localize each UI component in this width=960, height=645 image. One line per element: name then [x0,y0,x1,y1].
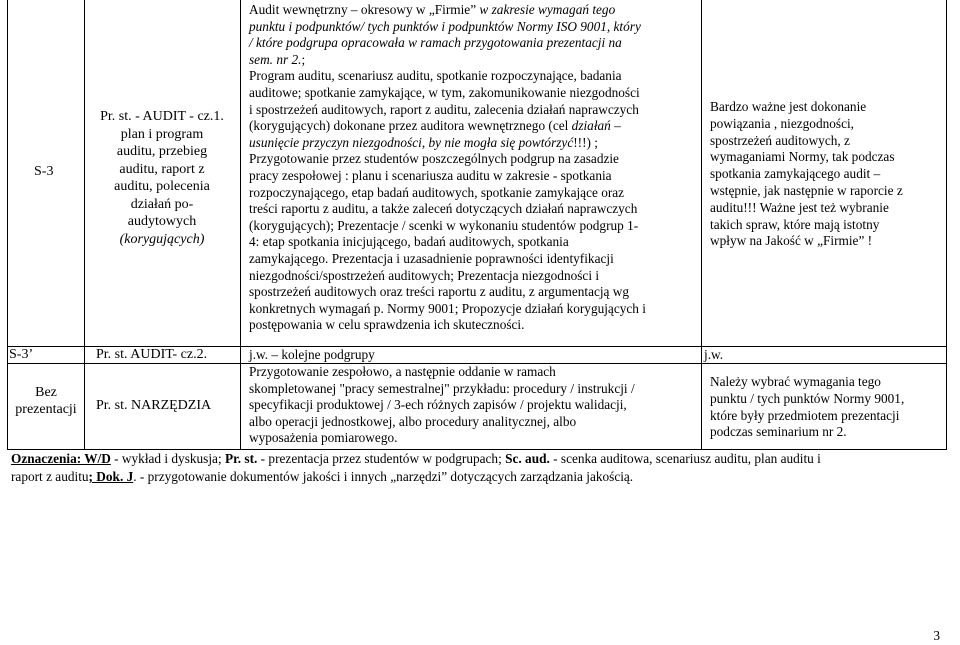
row3-topic: Pr. st. NARZĘDZIA [96,398,212,413]
row2-code: S-3’ [9,347,34,362]
table-divider-1 [84,0,85,450]
row2-topic: Pr. st. AUDIT- cz.2. [96,347,208,362]
row1-topic: Pr. st. - AUDIT - cz.1. plan i program auditu, przebieg auditu, raport z auditu, polecenia działań po- audytowych (korygujących) [100,109,224,247]
table-border-right [946,0,947,450]
legend-bold-3: ; Dok. J [88,469,134,484]
row1-note: Bardzo ważne jest dokonanie powiązania , niezgodności, spostrzeżeń auditowych, z wymaganiami Normy, tak podczas spotkania zamykającego audit – wstępnie, jak następnie w raporcie z auditu!!! Ważne jest też wybranie takich spraw, które mają istotny wpływ na Jakość w „Firmie” ! [710,99,903,249]
table-divider-2 [240,0,241,450]
legend-text-4: raport z auditu [11,469,89,484]
legend-bold-2: Sc. aud. [505,451,550,466]
row3-code: Bez prezentacji [15,385,77,417]
legend-label: Oznaczenia: W/D [11,451,111,466]
legend-text-2: - prezentacja przez studentów w podgrupach; [257,451,506,466]
row1-content: Audit wewnętrzny – okresowy w „Firmie” w zakresie wymagań tego punktu i podpunktów/ tych punktów i podpunktów Normy ISO 9001, który / które podgrupa opracowała w ramach przygotowania prezentacji na sem. nr 2.; Program auditu, scenariusz auditu, spotkanie rozpoczynające, badania auditowe; spotkanie zamykające, w tym, zakomunikowanie niezgodności i spostrzeżeń auditowych, raport z auditu, zalecenia działań naprawczych (korygujących) dokonane przez auditora wewnętrznego (cel działań – usunięcie przyczyn niezgodności, by nie mogła się powtórzyć!!!) ; Przygotowanie przez studentów poszczególnych podgrup na zasadzie pracy zespołowej : planu i scenariusza auditu w zakresie - spotkania rozpoczynającego, etap badań auditowych, spotkanie zamykające oraz treści raportu z auditu, a także zaleceń dotyczących działań naprawczych (korygujących); Prezentacje / scenki w wykonaniu studentów podgrup 1- 4: etap spotkania inicjującego, badań auditowych, spotkania zamykającego. Prezentacja i uzasadnienie poprawności identyfikacji niezgodności/spostrzeżeń auditowych; Prezentacja niezgodności i spostrzeżeń auditowych oraz treści raportu z auditu, z argumentacją wg konkretnych wymagań p. Normy 9001; Propozycje działań korygujących i postępowania w celu sprawdzenia ich skuteczności. [249,2,646,333]
row1-code: S-3 [34,164,54,179]
row2-note: j.w. [704,347,724,362]
row2-content: j.w. – kolejne podgrupy [249,347,375,362]
row3-content: Przygotowanie zespołowo, a następnie oddanie w ramach skompletowanej "pracy semestralnej" przykładu: procedury / instrukcji / specyfikacji produktowej / 3-ech różnych zapisów / projektu walidacji, albo operacji jednostkowej, albo procedury analitycznej, albo wyposażenia pomiarowego. [249,364,635,446]
legend-text-3: - scenka auditowa, scenariusz auditu, plan auditu i [549,451,821,466]
legend-text-5: . - przygotowanie dokumentów jakości i innych „narzędzi” dotyczących zarządzania jakością. [133,469,634,484]
table-border-left [7,0,8,450]
page-number: 3 [933,628,940,643]
row3-note: Należy wybrać wymagania tego punktu / tych punktów Normy 9001, które były przedmiotem prezentacji podczas seminarium nr 2. [710,374,905,440]
legend-bold-1: Pr. st. [224,451,258,466]
legend-text [11,450,946,486]
table-divider-3 [701,0,702,450]
legend-text-1: - wykład i dyskusja; [110,451,225,466]
